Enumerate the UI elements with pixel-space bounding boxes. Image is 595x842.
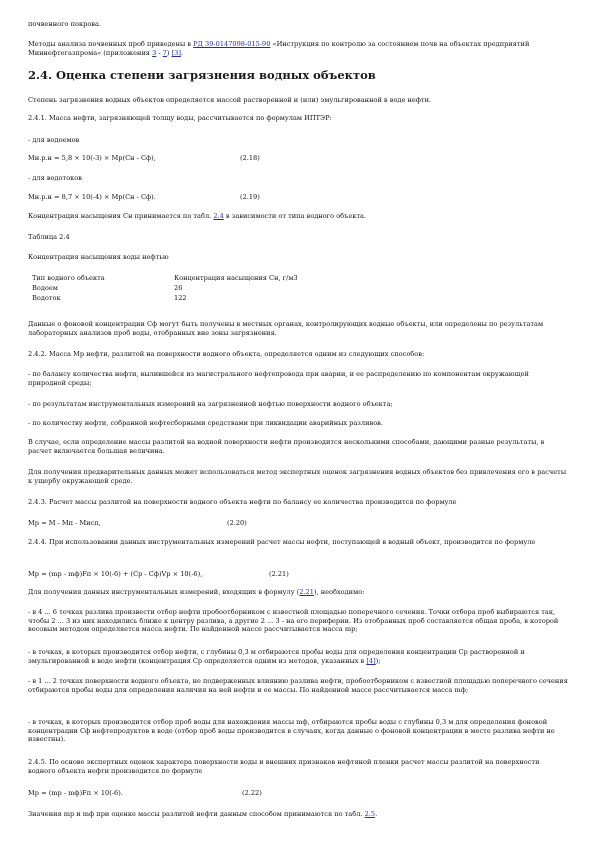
table-cell: Водоток (32, 294, 61, 302)
preliminary-paragraph: Для получения предварительных данных может использоваться метод экспертных оценок загрязнения водных объектов без привлечения его в расчеты к ущербу окружающей среде. (28, 468, 567, 485)
bullet-instrumental: - по результатам инструментальных измерений на загрязненной нефтью поверхности водного объекта; (28, 400, 393, 408)
instrumental-data-paragraph: Для получения данных инструментальных измерений, входящих в формулу (2.21), необходимо: (28, 588, 365, 596)
table-row (32, 294, 362, 304)
table-2-5-link[interactable]: 2.5 (364, 810, 376, 818)
bullet-background-concentration: - в точках, в которых производится отбор проб воды для нахождения массы mф, отбираются пробы воды с глубины 0,3 м для определения фоновой концентрации Сф нефтепродуктов в воде (отбор проб воды производится в случаях, когда данные о фоновой концентрации в месте разлива нефти не известны). (28, 718, 555, 744)
label-reservoirs: - для водоемов (28, 136, 80, 144)
bullet-collected: - по количеству нефти, собранной нефтесборными средствами при ликвидации аварийных разливов. (28, 419, 383, 427)
saturation-table (32, 274, 362, 304)
appendix-3-link[interactable]: 3 (152, 48, 157, 57)
formula-2-22: Мр = (mр - mф)Fп × 10(-6). (2.22) (28, 789, 262, 797)
top-line: почвенного покрова. (28, 20, 102, 28)
formula-2-21: Мр = (mр - mф)Fп × 10(-6) + (Ср - Сф)Vр × 10(-6), (2.21) (28, 570, 289, 578)
table-header-row (32, 274, 362, 284)
table-row (32, 284, 362, 294)
table-header-cell: Концентрация насыщения Сн, г/м3 (174, 274, 298, 282)
appendix-7-link[interactable]: 7 (162, 48, 167, 57)
methods-paragraph: Методы анализа почвенных проб приведены в РД 39-0147098-015-90 «Инструкция по контролю за состоянием почв на объектах предприятий Миннефтегазпрома» (приложения 3 - 7) [3]. (28, 40, 530, 57)
formula-2-20: Мр = М - Мп - Мисп, (2.20) (28, 519, 247, 527)
saturation-paragraph: Концентрация насыщения Сн принимается по табл. 2.4 в зависимости от типа водного объекта. (28, 212, 367, 220)
formula-2-18: Мн.р.н = 5,8 × 10(-3) × Мр(Сн - Сф), (2.18) (28, 154, 260, 162)
paragraph-2-4-1: 2.4.1. Масса нефти, загрязняющей толщу воды, рассчитывается по формулам ИПТЭР: (28, 114, 332, 122)
section-heading: 2.4. Оценка степени загрязнения водных объектов (28, 68, 376, 82)
paragraph-2-4-2: 2.4.2. Масса Мр нефти, разлитой на поверхности водного объекта, определяется одним из следующих способов: (28, 350, 425, 358)
table-2-4-link[interactable]: 2.4 (213, 212, 224, 220)
equation-number: (2.18) (240, 154, 260, 162)
rd-link[interactable]: РД 39-0147098-015-90 (193, 40, 271, 48)
label-streams: - для водотоков (28, 174, 82, 182)
formula-2-19: Мн.р.н = 8,7 × 10(-4) × Мр(Сн - Сф). (2.19) (28, 193, 260, 201)
ref-3-link[interactable]: [3] (171, 48, 181, 57)
table-cell: 26 (174, 284, 183, 292)
ref-4-link[interactable]: [4] (366, 656, 376, 665)
several-methods-paragraph: В случае, если определение массы разлитой на водной поверхности нефти производится несколькими способами, дающими разные результаты, в расчет включается большая величина. (28, 438, 545, 455)
equation-number: (2.21) (269, 570, 289, 578)
bullet-dissolved-concentration: - в точках, в которых производится отбор нефти, с глубины 0,3 м отбираются пробы воды для определения концентрации Ср растворенной и эмульгированной в воде нефти (концентрация Ср определяется одним из методов, указанных в [4]); (28, 648, 525, 665)
bullet-background-points: - в 1 ... 2 точках поверхности водного объекта, не подверженных влиянию разлива нефти, пробоотборником с известной площадью поперечного сечения отбираются пробы воды для определения наличия на ней нефти и ее массы. По найденной массе рассчитывается масса mф; (28, 677, 568, 694)
table-header-cell: Тип водного объекта (32, 274, 105, 282)
table-cell: Водоем (32, 284, 58, 292)
table-label: Таблица 2.4 (28, 233, 70, 241)
last-paragraph: Значения mр и mф при оценке массы разлитой нефти данным способом принимаются по табл. 2.5. (28, 810, 378, 818)
equation-number: (2.19) (240, 193, 260, 201)
paragraph-2-4-5: 2.4.5. По основе экспертных оценок характера поверхности воды и внешних признаков нефтяной пленки расчет массы разлитой на поверхности водного объекта нефти производится по формуле (28, 758, 540, 775)
table-caption: Концентрация насыщения воды нефтью (28, 253, 169, 261)
table-cell: 122 (174, 294, 187, 302)
bullet-sampling-points: - в 4 ... 6 точках разлива произвести отбор нефти пробоотборником с известной площадью поперечного сечения. Точки отбора проб выбираются так, чтобы 2 ... 3 из них находились ближе к центру разлива, а другие 2 ... 3 - на его периферии. Из отобранных проб составляется общая проба, в которой весовым методом определяется масса нефти. По найденной массе рассчитывается масса mр; (28, 608, 559, 634)
equation-number: (2.22) (242, 789, 262, 797)
background-paragraph: Данные о фоновой концентрации Сф могут быть получены в местных органах, контролирующих водные объекты, или определены по результатам лабораторных анализов проб воды, отобранных вне зоны загрязнения. (28, 320, 544, 337)
formula-2-21-link[interactable]: 2.21 (299, 588, 314, 596)
equation-number: (2.20) (227, 519, 247, 527)
paragraph-2-4-4: 2.4.4. При использовании данных инструментальных измерений расчет массы нефти, поступающей в водный объект, производится по формуле (28, 538, 536, 546)
intro-paragraph: Степень загрязнения водных объектов определяется массой растворенной и (или) эмульгированной в воде нефти. (28, 96, 432, 104)
paragraph-2-4-3: 2.4.3. Расчет массы разлитой на поверхности водного объекта нефти по балансу ее количества производится по формуле (28, 498, 457, 506)
bullet-balance: - по балансу количества нефти, вылившейся из магистрального нефтепровода при аварии, и ее распределению по компонентам окружающей природной среды; (28, 370, 529, 387)
